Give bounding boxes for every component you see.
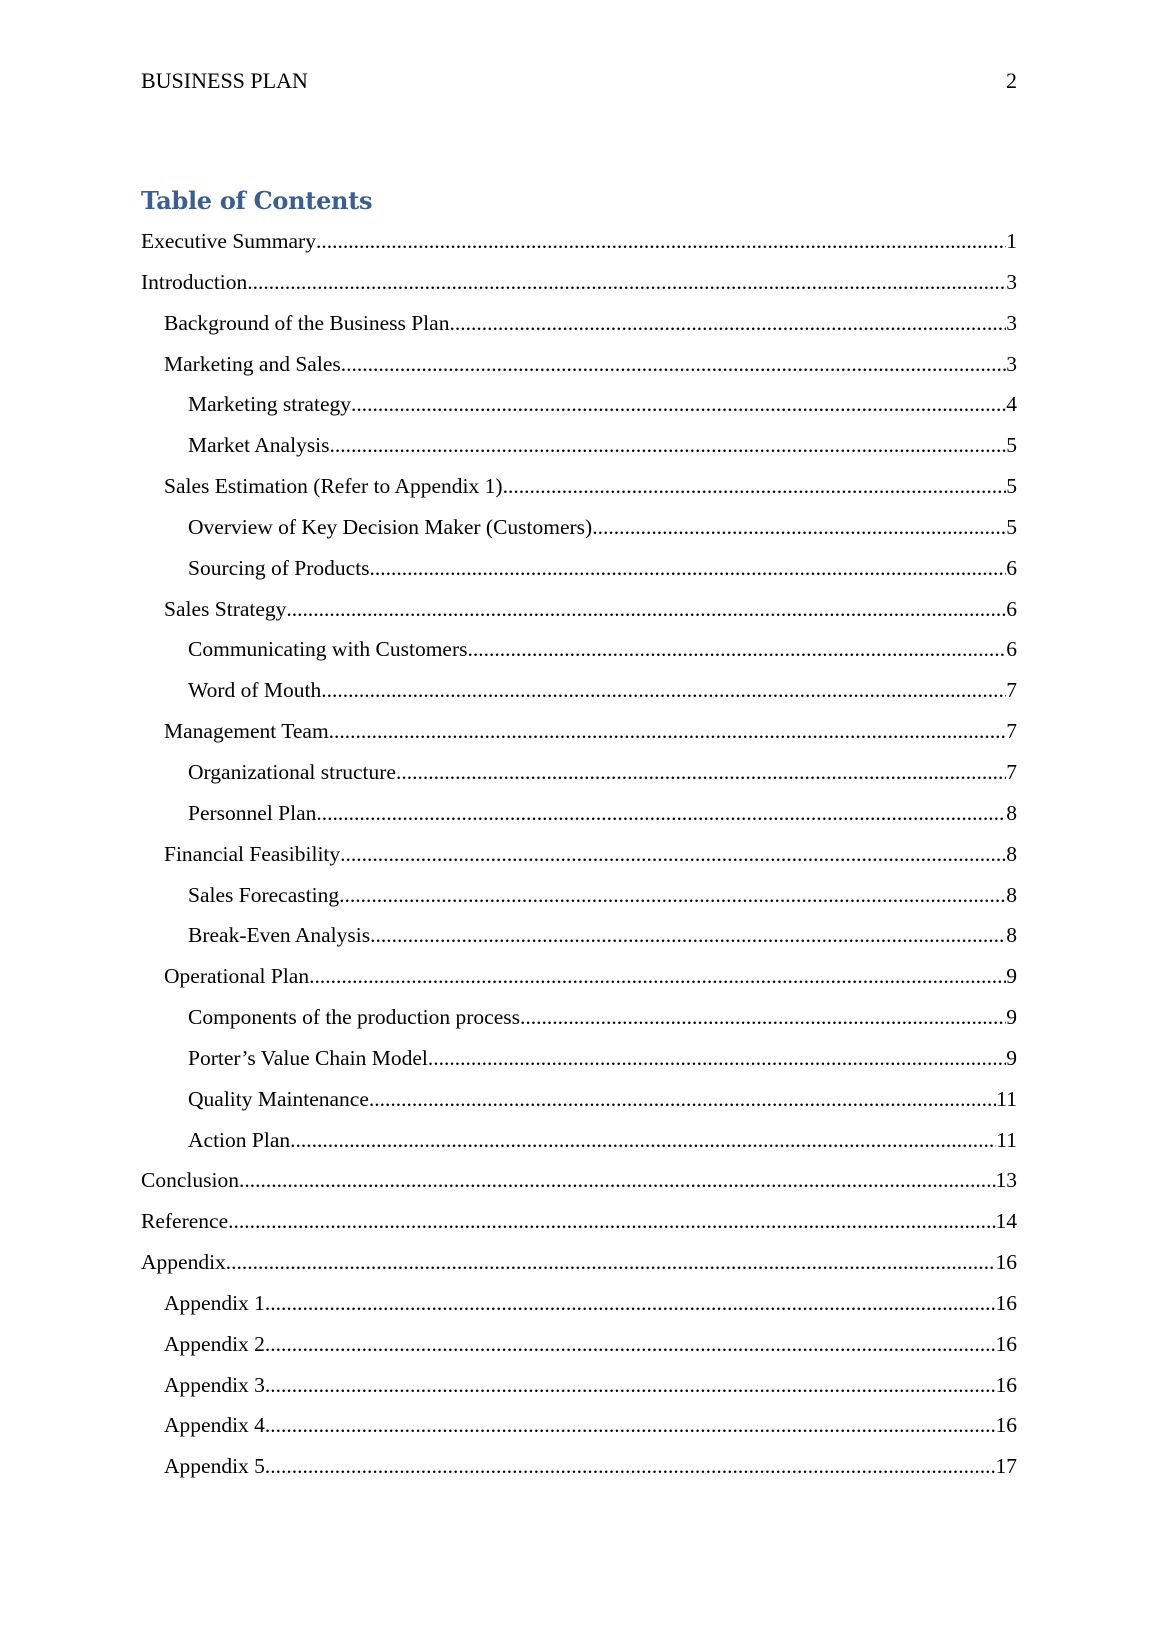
toc-entry-page: 9: [1006, 964, 1017, 989]
dot-leader: [339, 875, 1006, 916]
page-header: [141, 68, 1017, 94]
toc-entry-page: 1: [1006, 229, 1017, 253]
toc-entry[interactable]: [141, 1201, 1017, 1242]
toc-entry-text: Components of the production process: [188, 1005, 521, 1030]
dot-leader: [316, 221, 1006, 262]
dot-leader: [449, 303, 1006, 344]
toc-entry[interactable]: [141, 1160, 1017, 1201]
toc-entry-text: Personnel Plan: [188, 800, 317, 825]
toc-entry-page: 8: [1006, 923, 1017, 948]
toc-entry[interactable]: [141, 793, 1017, 834]
toc-entry-text: Appendix 1: [164, 1290, 265, 1315]
toc-entry-page: 14: [995, 1209, 1017, 1234]
toc-list: [141, 221, 1017, 1487]
dot-leader: [468, 629, 1007, 670]
toc-entry-text: Appendix: [141, 1250, 226, 1275]
toc-entry-page: 11: [996, 1127, 1017, 1152]
dot-leader: [228, 1201, 995, 1242]
toc-entry[interactable]: [141, 997, 1017, 1038]
toc-entry-page: 5: [1006, 514, 1017, 539]
toc-entry-text: Reference: [141, 1209, 229, 1234]
toc-entry-page: 16: [995, 1290, 1017, 1315]
toc-entry-page: 5: [1006, 474, 1017, 499]
toc-entry-page: 8: [1006, 882, 1017, 907]
toc-entry-page: 16: [995, 1413, 1017, 1438]
toc-entry[interactable]: [141, 1405, 1017, 1446]
toc-entry[interactable]: [141, 834, 1017, 875]
dot-leader: [247, 262, 1006, 303]
toc-entry[interactable]: [141, 548, 1017, 589]
dot-leader: [592, 507, 1006, 548]
toc-entry[interactable]: [141, 221, 1017, 262]
dot-leader: [265, 1365, 996, 1406]
dot-leader: [520, 997, 1006, 1038]
toc-entry-page: 4: [1006, 392, 1017, 417]
toc-entry[interactable]: [141, 875, 1017, 916]
toc-entry-text: Marketing and Sales: [164, 351, 341, 376]
toc-entry[interactable]: [141, 303, 1017, 344]
toc-entry-text: Word of Mouth: [188, 678, 322, 703]
toc-entry-text: Appendix 3: [164, 1372, 265, 1397]
toc-entry-text: Sales Estimation (Refer to Appendix 1): [164, 474, 503, 499]
dot-leader: [351, 384, 1006, 425]
dot-leader: [265, 1283, 996, 1324]
dot-leader: [290, 1120, 996, 1161]
toc-entry-page: 8: [1006, 800, 1017, 825]
dot-leader: [370, 548, 1007, 589]
toc-entry[interactable]: [141, 589, 1017, 630]
toc-entry-text: Financial Feasibility: [164, 841, 341, 866]
toc-entry[interactable]: [141, 711, 1017, 752]
dot-leader: [341, 344, 1007, 385]
dot-leader: [428, 1038, 1006, 1079]
toc-entry-page: 8: [1006, 841, 1017, 866]
toc-entry[interactable]: [141, 752, 1017, 793]
toc-entry-page: 6: [1006, 596, 1017, 621]
dot-leader: [330, 425, 1007, 466]
dot-leader: [370, 915, 1006, 956]
dot-leader: [321, 670, 1006, 711]
toc-entry[interactable]: [141, 1324, 1017, 1365]
toc-entry-text: Sales Forecasting: [188, 882, 340, 907]
toc-entry-text: Marketing strategy: [188, 392, 351, 417]
toc-entry-text: Sales Strategy: [164, 596, 287, 621]
page-number: 2: [1006, 68, 1017, 93]
toc-entry[interactable]: [141, 629, 1017, 670]
toc-entry-page: 16: [995, 1372, 1017, 1397]
dot-leader: [265, 1446, 996, 1487]
toc-entry-text: Conclusion: [141, 1168, 239, 1193]
toc-entry-text: Action Plan: [188, 1127, 291, 1152]
toc-entry-page: 3: [1006, 310, 1017, 335]
dot-leader: [226, 1242, 996, 1283]
toc-entry-text: Background of the Business Plan: [164, 310, 450, 335]
toc-entry-text: Communicating with Customers: [188, 637, 468, 662]
toc-entry[interactable]: [141, 1120, 1017, 1161]
toc-entry-text: Management Team: [164, 719, 329, 744]
dot-leader: [329, 711, 1007, 752]
toc-entry-page: 3: [1006, 269, 1017, 294]
toc-entry-text: Operational Plan: [164, 964, 310, 989]
dot-leader: [369, 1079, 996, 1120]
toc-entry-page: 6: [1006, 637, 1017, 662]
toc-entry-text: Appendix 4: [164, 1413, 265, 1438]
toc-entry-text: Overview of Key Decision Maker (Customers): [188, 514, 593, 539]
dot-leader: [265, 1324, 996, 1365]
dot-leader: [309, 956, 1006, 997]
dot-leader: [286, 589, 1006, 630]
toc-entry[interactable]: [141, 1283, 1017, 1324]
toc-entry[interactable]: [141, 425, 1017, 466]
dot-leader: [239, 1160, 996, 1201]
toc-entry-text: Sourcing of Products: [188, 555, 370, 580]
toc-entry[interactable]: [141, 915, 1017, 956]
toc-entry-page: 17: [995, 1454, 1017, 1479]
toc-entry-text: Quality Maintenance: [188, 1086, 369, 1111]
toc-entry-page: 16: [995, 1250, 1017, 1275]
dot-leader: [340, 834, 1006, 875]
dot-leader: [316, 793, 1006, 834]
toc-entry[interactable]: [141, 956, 1017, 997]
dot-leader: [396, 752, 1006, 793]
toc-entry-text: Market Analysis: [188, 433, 330, 458]
toc-entry-page: 16: [995, 1331, 1017, 1356]
toc-entry-page: 13: [995, 1168, 1017, 1193]
toc-entry-page: 9: [1006, 1045, 1017, 1070]
toc-entry-page: 6: [1006, 555, 1017, 580]
dot-leader: [503, 466, 1007, 507]
toc-entry-text: Organizational structure: [188, 759, 396, 784]
toc-entry[interactable]: [141, 384, 1017, 425]
toc-title: Table of Contents: [141, 186, 373, 215]
toc-entry-text: Introduction: [141, 269, 248, 294]
toc-entry-page: 3: [1006, 351, 1017, 376]
dot-leader: [265, 1405, 996, 1446]
toc-entry[interactable]: [141, 507, 1017, 548]
toc-entry-page: 7: [1006, 719, 1017, 744]
toc-entry-page: 9: [1006, 1005, 1017, 1030]
toc-entry-page: 5: [1006, 433, 1017, 458]
toc-entry-text: Break-Even Analysis: [188, 923, 371, 948]
toc-entry[interactable]: [141, 1079, 1017, 1120]
toc-entry-text: Appendix 2: [164, 1331, 265, 1356]
toc-entry[interactable]: [141, 1038, 1017, 1079]
toc-entry-page: 7: [1006, 678, 1017, 703]
toc-entry[interactable]: [141, 1242, 1017, 1283]
toc-entry-text: Porter’s Value Chain Model: [188, 1045, 428, 1070]
toc-entry[interactable]: [141, 262, 1017, 303]
toc-entry-page: 11: [996, 1086, 1017, 1111]
toc-entry[interactable]: [141, 1365, 1017, 1406]
toc-entry[interactable]: [141, 344, 1017, 385]
toc-entry[interactable]: [141, 670, 1017, 711]
toc-entry[interactable]: [141, 1446, 1017, 1487]
toc-entry[interactable]: [141, 466, 1017, 507]
toc-entry-text: Appendix 5: [164, 1454, 265, 1479]
running-head: BUSINESS PLAN: [141, 68, 308, 93]
toc-entry-text: Executive Summary: [141, 229, 316, 253]
toc-entry-page: 7: [1006, 759, 1017, 784]
